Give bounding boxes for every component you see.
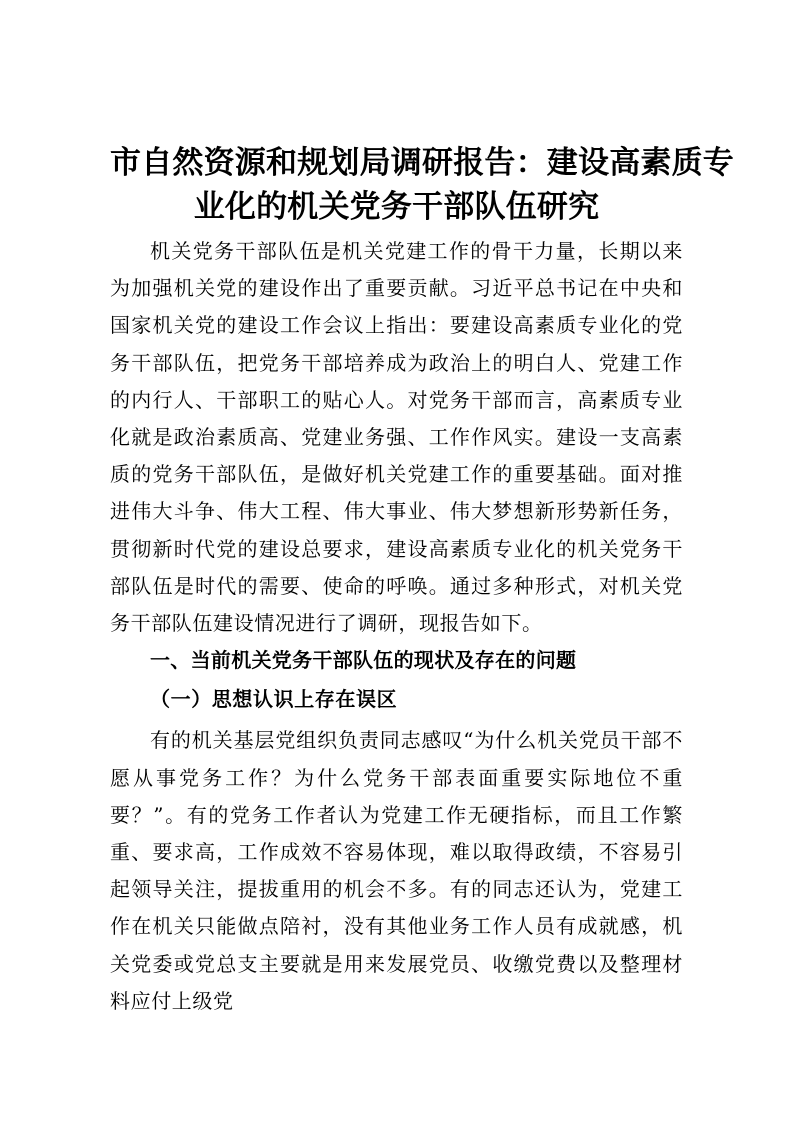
- document-title-line-1: 市自然资源和规划局调研报告：建设高素质专: [110, 145, 734, 181]
- subsection-heading-1: （一）思想认识上存在误区: [150, 687, 398, 712]
- intro-paragraph: 机关党务干部队伍是机关党建工作的骨干力量，长期以来为加强机关党的建设作出了重要贡献。习近平总书记在中央和国家机关党的建设工作会议上指出：要建设高素质专业化的党务干部队伍，把党务干部培养成为政治上的明白人、党建工作的内行人、干部职工的贴心人。对党务干部而言，高素质专业化就是政治素质高、党建业务强、工作作风实。建设一支高素质的党务干部队伍，是做好机关党建工作的重要基础。面对推进伟大斗争、伟大工程、伟大事业、伟大梦想新形势新任务，贯彻新时代党的建设总要求，建设高素质专业化的机关党务干部队伍是时代的需要、使命的呼唤。通过多种形式，对机关党务干部队伍建设情况进行了调研，现报告如下。: [110, 239, 683, 636]
- document-title-line-2: 业化的机关党务干部队伍研究: [193, 189, 600, 225]
- document-title: [110, 141, 734, 229]
- subsection-1-paragraph: 有的机关基层党组织负责同志感叹“为什么机关党员干部不愿从事党务工作？为什么党务干部表面重要实际地位不重要？”。有的党务工作者认为党建工作无硬指标，而且工作繁重、要求高，工作成效不容易体现，难以取得政绩，不容易引起领导关注，提拔重用的机会不多。有的同志还认为，党建工作在机关只能做点陪衬，没有其他业务工作人员有成就感，机关党委或党总支主要就是用来发展党员、收缴党费以及整理材料应付上级党: [110, 728, 683, 1013]
- section-heading-1: 一、当前机关党务干部队伍的现状及存在的问题: [150, 648, 577, 673]
